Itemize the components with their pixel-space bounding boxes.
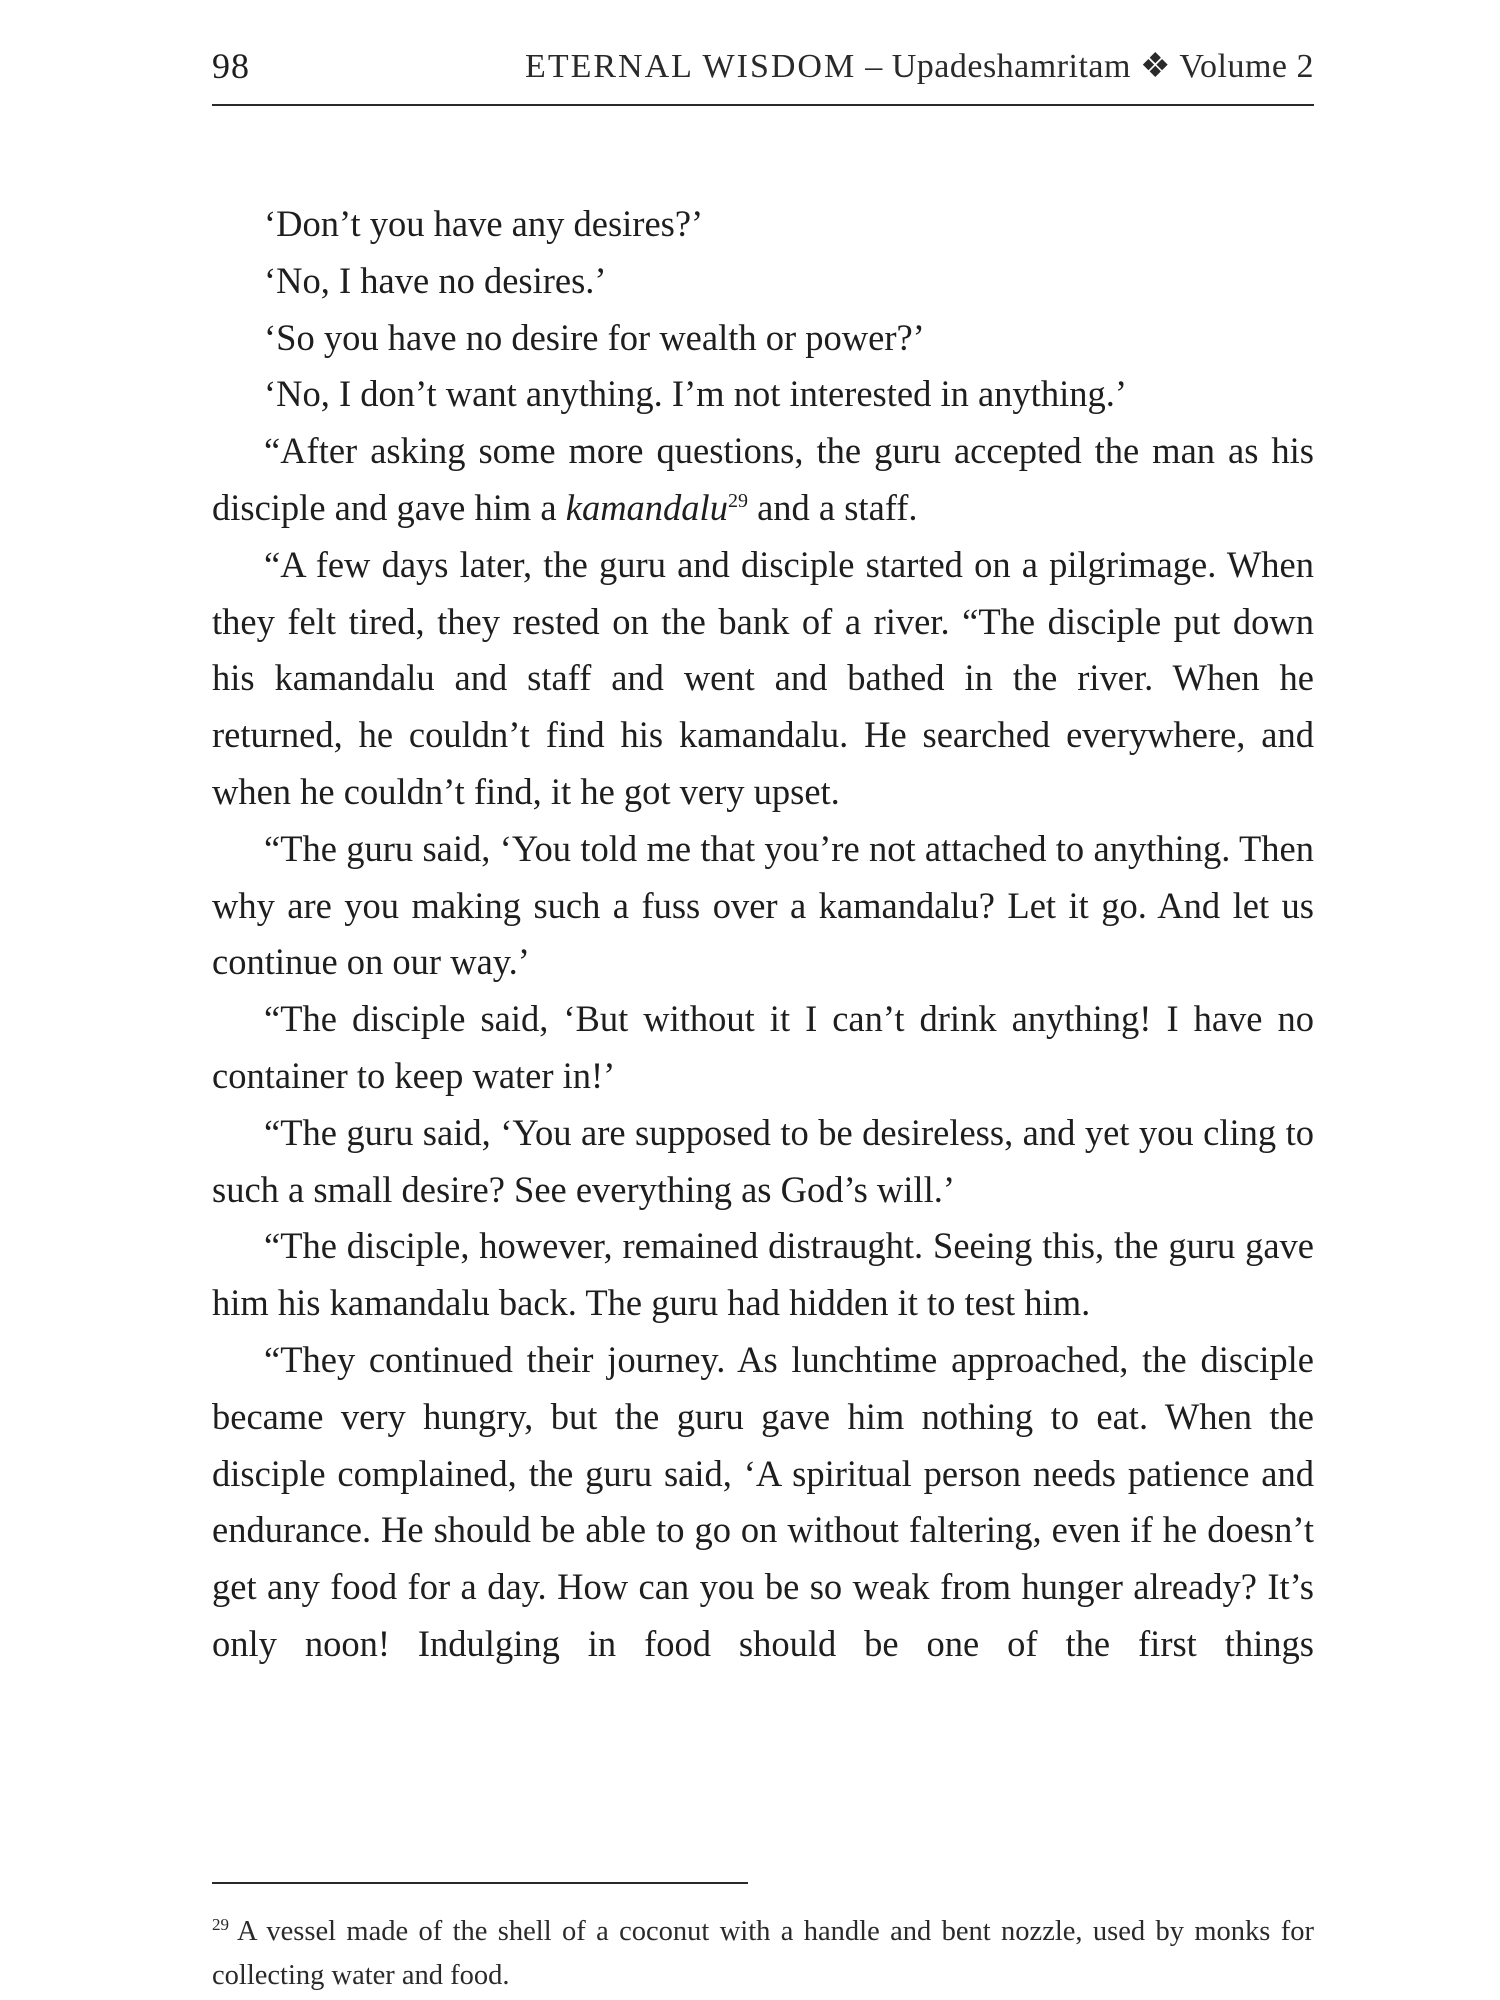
body-text [212, 196, 1314, 1673]
book-title: ETERNAL WISDOM [525, 48, 857, 85]
paragraph-5-tail: and a staff. [747, 486, 918, 528]
footnote-text: A vessel made of the shell of a coconut with a handle and bent nozzle, used by monks for collecting water and food. [212, 1916, 1314, 1991]
footnote-reference[interactable]: 29 [727, 489, 748, 512]
paragraph-6 [212, 537, 1314, 821]
running-head [525, 46, 1314, 86]
book-subtitle: Upadeshamritam [891, 48, 1131, 85]
paragraph-6-text: “The disciple put down his kamandalu and staff and went and bathed in the river. When he returned, he couldn’t find his kamandalu. He searched everywhere, and when he couldn’t find, it he got very upset. [212, 600, 1314, 812]
paragraph-10: “The disciple, however, remained distraught. Seeing this, the guru gave him his kamandalu back. The guru had hidden it to test him. [212, 1225, 1314, 1324]
paragraph-1: ‘Don’t you have any desires?’ [264, 203, 704, 244]
page-number: 98 [212, 46, 250, 86]
paragraph-3: ‘So you have no desire for wealth or power?’ [264, 316, 925, 358]
paragraph-9: “The guru said, ‘You are supposed to be desireless, and yet you cling to such a small desire? See everything as God’s will.’ [212, 1111, 1314, 1210]
footnote [212, 1910, 1314, 1998]
title-separator: – [856, 48, 892, 85]
footnote-number: 29 [212, 1914, 229, 1934]
header-divider [212, 104, 1314, 106]
paragraph-5 [212, 423, 1314, 537]
paragraph-2: ‘No, I have no desires.’ [264, 259, 607, 301]
paragraph-8: “The disciple said, ‘But without it I can’t drink anything! I have no container to keep water in!’ [212, 998, 1314, 1096]
ornament-icon: ❖ [1139, 48, 1171, 85]
paragraph-5-text: “After asking some more questions, the guru accepted the man as his disciple and gave him a [212, 430, 1314, 528]
paragraph-6-intro: “A few days later, the guru and disciple started on a pilgrimage. When they felt tired, they rested on the bank of a river. [212, 543, 1314, 642]
paragraph-7: “The guru said, ‘You told me that you’re not attached to anything. Then why are you making such a fuss over a kamandalu? Let it go. And let us continue on our way.’ [212, 827, 1314, 983]
page-header [212, 36, 1314, 96]
kamandalu-term: kamandalu [565, 486, 728, 528]
footnote-divider [212, 1882, 748, 1884]
paragraph-4: ‘No, I don’t want anything. I’m not interested in anything.’ [264, 373, 1127, 415]
paragraph-11: “They continued their journey. As lunchtime approached, the disciple became very hungry, but the guru gave him nothing to eat. When the disciple complained, the guru said, ‘A spiritual person needs patience and endurance. He should be able to go on without faltering, even if he doesn’t get any food for a day. How can you be so weak from hunger already? It’s only noon! Indulging in food should be one of the first things [212, 1338, 1314, 1664]
volume-label: Volume 2 [1179, 48, 1314, 85]
